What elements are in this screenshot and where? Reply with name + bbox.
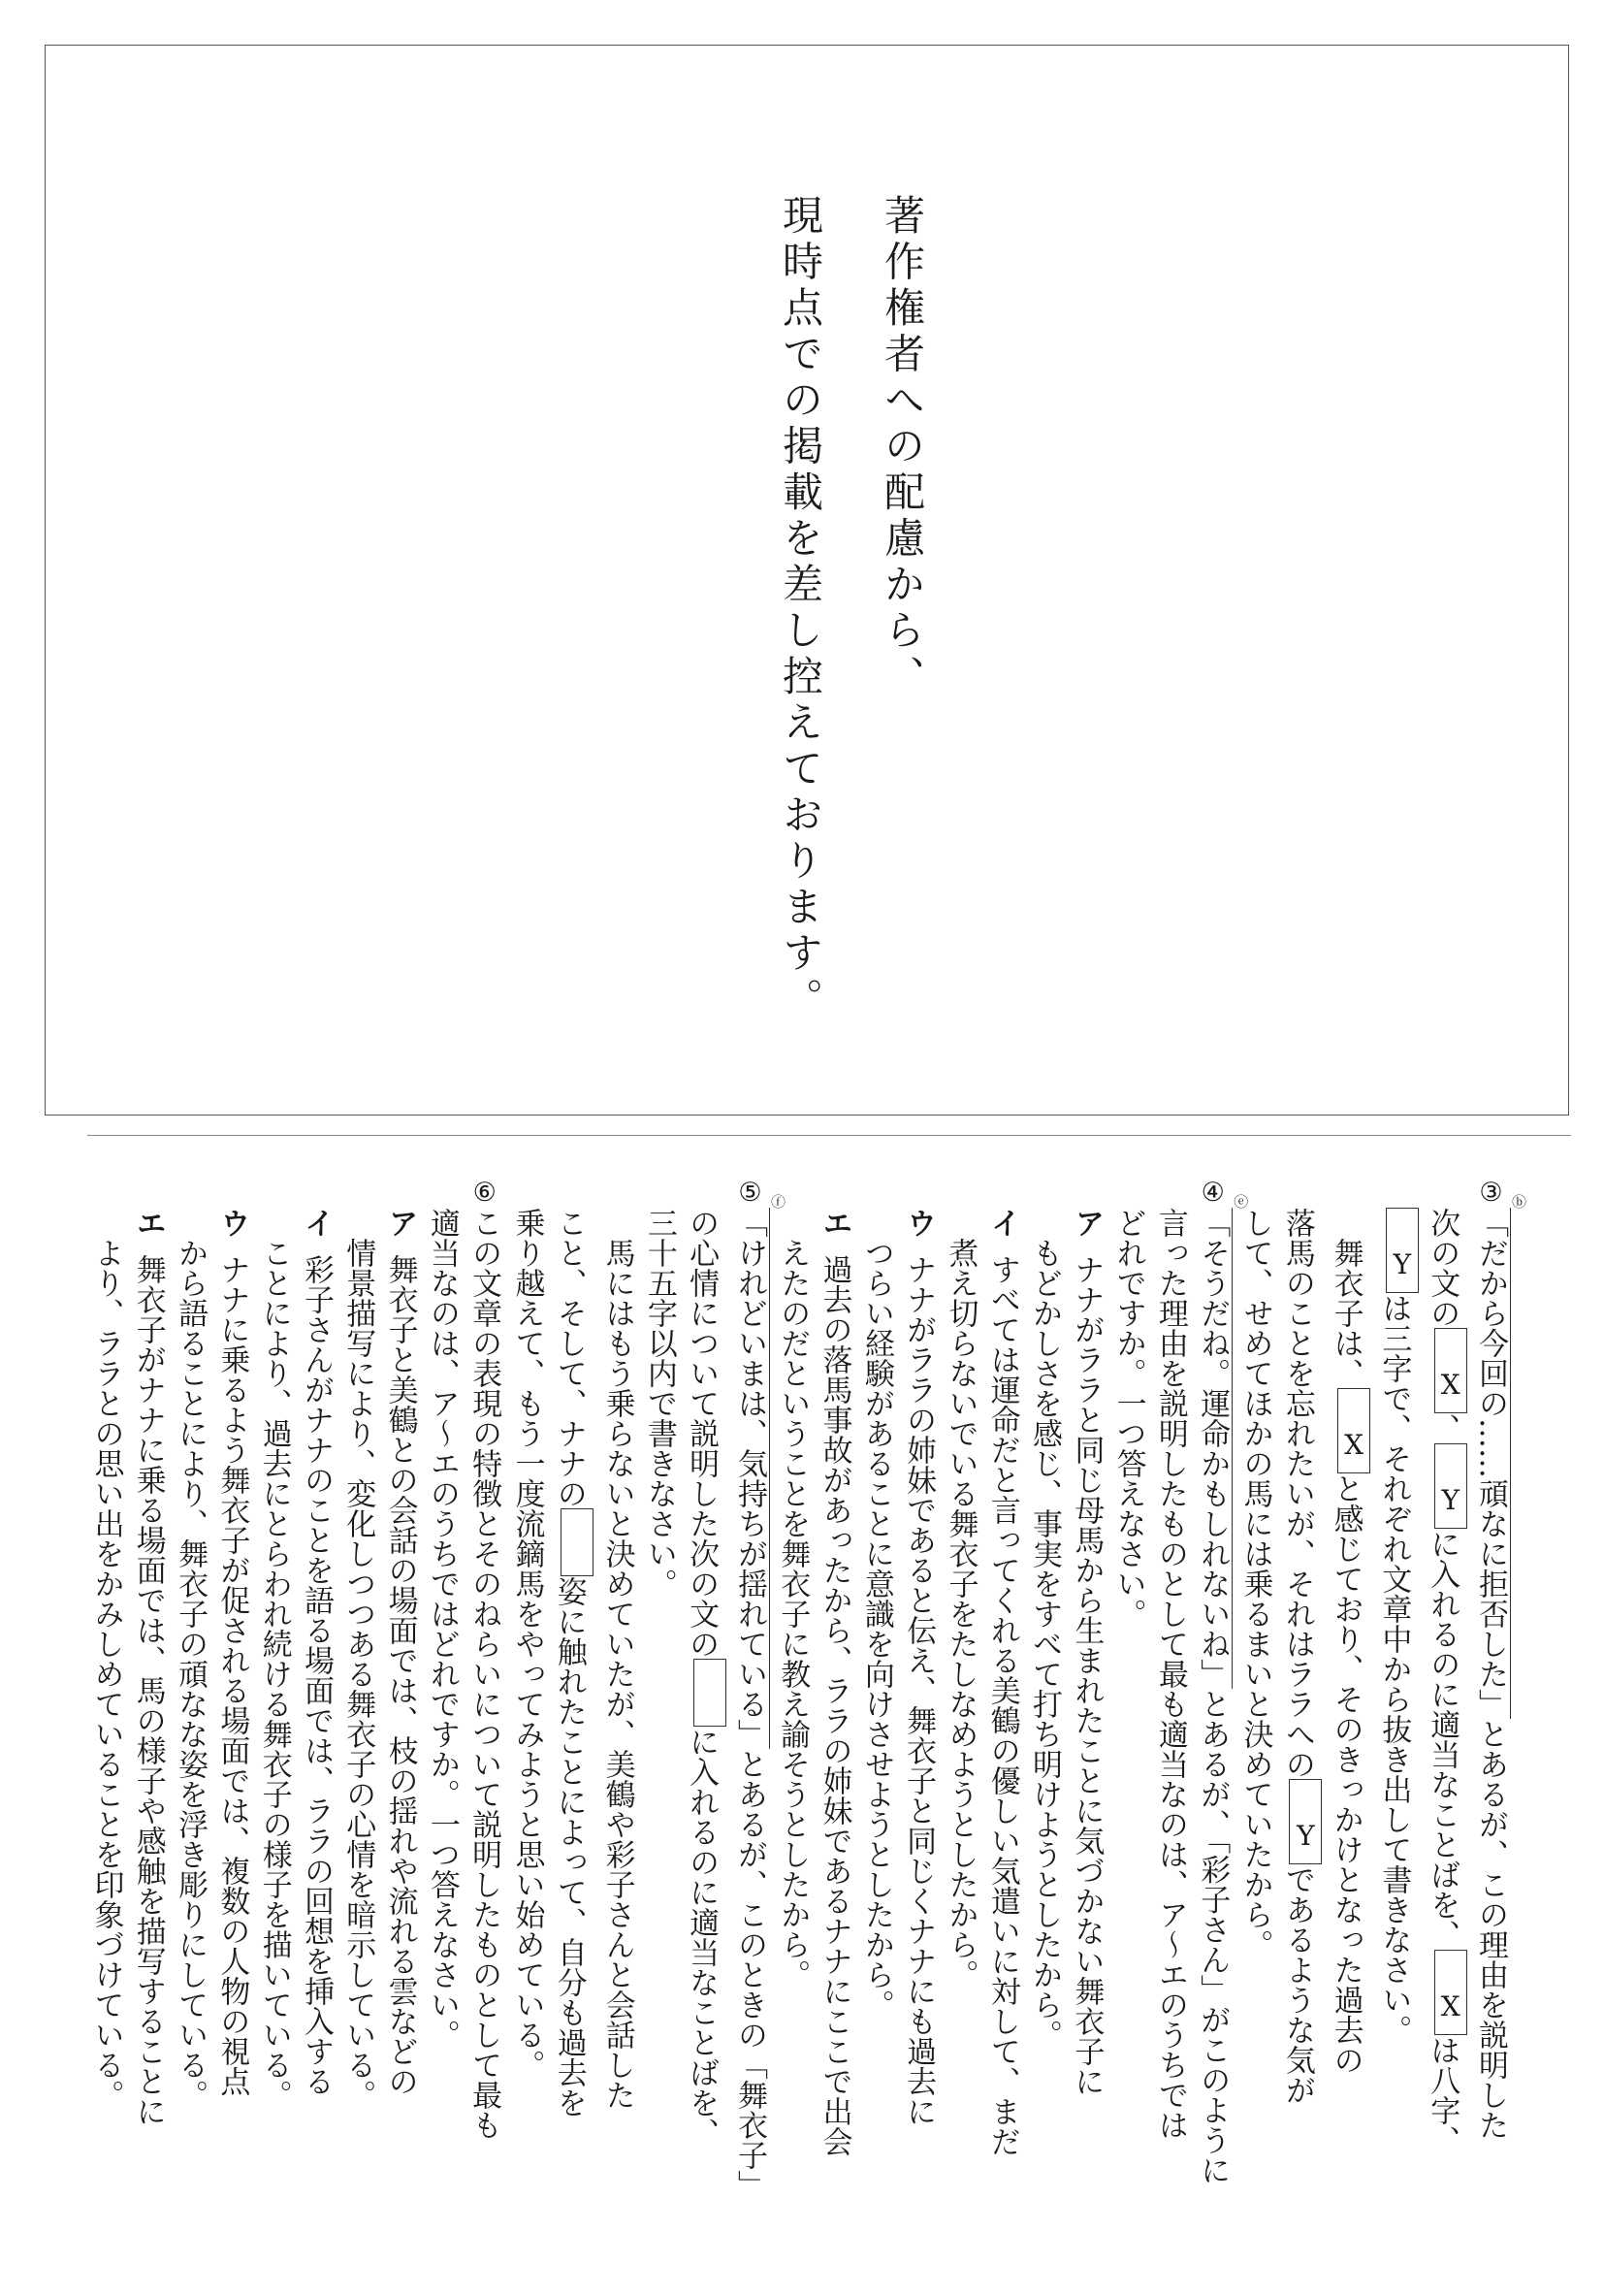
question-number: ④ [1198, 1178, 1229, 1208]
question-3-line [1469, 1178, 1527, 2178]
choice-label: ウ [901, 1208, 937, 1238]
question-5-line [505, 1208, 547, 2178]
question-3-line [1234, 1208, 1275, 2178]
answer-blank-box [693, 1659, 726, 1727]
copyright-notice-line-1: 著作権者への配慮から、 [879, 194, 926, 701]
quote-marker: ⓑ [1510, 1194, 1527, 1209]
text-segment: の心情について説明した次の文の [684, 1208, 720, 1659]
text-segment: つらい経験があることに意識を向けさせようとしたから。 [858, 1238, 894, 2020]
box-label: Y [1441, 1483, 1460, 1516]
question-6-line [127, 1208, 169, 2178]
text-segment: 姿に触れたことによって、自分も過去を [551, 1576, 587, 2118]
box-label: X [1440, 1368, 1460, 1401]
text-segment: 煮え切らないでいる舞衣子をたしなめようとしたから。 [943, 1238, 978, 1989]
text-segment: から語ることにより、舞衣子の頑なな姿を浮き彫りにしている。 [173, 1238, 209, 2110]
answer-box-y [1434, 1443, 1467, 1529]
question-6-line [252, 1208, 294, 2178]
text-segment: ナナがララの姉妹であると伝え、舞衣子と同じくナナにも過去に [901, 1254, 937, 2127]
quote-marker: ⓔ [1232, 1194, 1250, 1209]
choice-label: ア [1069, 1208, 1105, 1238]
underlined-quote: 「だから今回の……頑なに拒否した」 ⓑ [1473, 1194, 1527, 1719]
text-segment: ナナがララと同じ母馬から生まれたことに気づかない舞衣子に [1069, 1254, 1105, 2097]
question-4-line [1023, 1208, 1065, 2178]
question-5-line [638, 1208, 680, 2178]
text-segment: もどかしさを感じ、事実をすべて打ち明けようとしたから。 [1027, 1238, 1063, 2050]
question-5-line [595, 1208, 637, 2178]
question-6-line [337, 1208, 378, 2178]
question-number: ⑥ [469, 1178, 500, 1208]
text-segment: 、 [1425, 1413, 1460, 1443]
underlined-quote: 「そうだね。運命かもしれないね」 ⓔ [1195, 1194, 1250, 1689]
question-4-line [771, 1208, 813, 2178]
choice-label: ア [382, 1208, 418, 1238]
answer-box-x [1337, 1388, 1370, 1473]
text-segment: 言った理由を説明したものとして最も適当なのは、ア〜エのうちでは [1152, 1208, 1188, 2140]
question-4-line [1107, 1208, 1148, 2178]
question-6-line [84, 1208, 126, 2178]
question-4-line [1149, 1208, 1191, 2178]
question-4-line [813, 1208, 854, 2178]
question-3-line [1372, 1208, 1421, 2178]
text-segment: 落馬のことを忘れたいが、それはララへの [1279, 1208, 1315, 1779]
text-segment: ことにより、過去にとらわれ続ける舞衣子の様子を描いている。 [256, 1238, 292, 2110]
text-segment: 舞衣子は、 [1328, 1238, 1363, 1388]
text-segment: どれですか。一つ答えなさい。 [1110, 1208, 1146, 1629]
question-number: ③ [1476, 1178, 1506, 1208]
answer-blank-box [561, 1508, 593, 1576]
text-segment: 舞衣子がナナに乗る場面では、馬の様子や感触を描写することに [130, 1254, 166, 2127]
text-segment: は三字で、それぞれ文章中から抜き出して書きなさい。 [1376, 1293, 1412, 2045]
text-segment: であるような気が [1279, 1864, 1315, 2105]
question-4-line [1065, 1208, 1107, 2178]
text-segment: 乗り越えて、もう一度流鏑馬をやってみようと思い始めている。 [509, 1208, 545, 2080]
text-segment: に入れるのに適当なことばを、 [1425, 1529, 1460, 1950]
text-segment: こと、そして、ナナの [551, 1208, 587, 1508]
question-6-line [463, 1178, 505, 2178]
box-label: Y [1393, 1247, 1412, 1280]
text-segment: すべては運命だと言ってくれる美鶴の優しい気遣いに対して、まだ [984, 1254, 1020, 2157]
choice-label: エ [130, 1208, 166, 1238]
copyright-notice-line-2: 現時点での掲載を差し控えております。 [777, 194, 824, 1023]
question-4-line [897, 1208, 939, 2178]
question-number: ⑤ [734, 1178, 765, 1208]
text-segment: は八字、 [1425, 2035, 1460, 2155]
answer-box-x [1434, 1950, 1467, 2035]
choice-label: イ [298, 1208, 334, 1238]
text-segment: と感じており、そのきっかけとなった過去の [1328, 1473, 1363, 2075]
question-5-line [680, 1208, 728, 2178]
text-segment: えたのだということを舞衣子に教え諭そうとしたから。 [775, 1238, 811, 1989]
box-label: X [1344, 1428, 1364, 1461]
answer-box-y [1289, 1779, 1322, 1864]
text-segment: とあるが、「彩子さん」がこのように [1195, 1689, 1231, 2185]
text-segment: とあるが、このときの「舞衣子」 [731, 1749, 767, 2200]
text-segment: この文章の表現の特徴とそのねらいについて説明したものとして最も [466, 1208, 502, 2140]
text-segment: 次の文の [1425, 1208, 1460, 1328]
question-4-line [939, 1208, 980, 2178]
text-segment: とあるが、この理由を説明した [1473, 1719, 1508, 2140]
text-segment: 三十五字以内で書きなさい。 [641, 1208, 677, 1599]
question-6-line [295, 1208, 337, 2178]
quote-marker: ⓕ [768, 1194, 786, 1209]
question-4-line [1191, 1178, 1250, 2185]
question-5-line [547, 1208, 595, 2178]
text-segment: して、せめてほかの馬には乗るまいと決めていたから。 [1237, 1208, 1273, 1959]
question-6-line [421, 1208, 463, 2178]
questions-area [84, 1178, 1527, 2200]
question-4-line [855, 1208, 897, 2178]
box-label: Y [1297, 1819, 1315, 1852]
text-segment: 馬にはもう乗らないと決めていたが、美鶴や彩子さんと会話した [599, 1238, 635, 2110]
question-6-line [378, 1208, 420, 2178]
text-segment: 適当なのは、ア〜エのうちではどれですか。一つ答えなさい。 [424, 1208, 460, 2050]
question-6-line [169, 1208, 210, 2178]
choice-label: エ [817, 1208, 852, 1238]
text-segment: 彩子さんがナナのことを語る場面では、ララの回想を挿入する [298, 1254, 334, 2097]
section-divider [87, 1135, 1571, 1136]
text-segment: ナナに乗るよう舞衣子が促される場面では、複数の人物の視点 [214, 1254, 250, 2097]
question-3-line [1421, 1208, 1469, 2178]
choice-label: イ [984, 1208, 1020, 1238]
question-3-line [1324, 1208, 1372, 2178]
text-segment: 過去の落馬事故があったから、ララの姉妹であるナナにここで出会 [817, 1254, 852, 2157]
text-segment: に入れるのに適当なことばを、 [684, 1727, 720, 2148]
question-5-line [728, 1178, 786, 2200]
text-segment: 情景描写により、変化しつつある舞衣子の心情を暗示している。 [340, 1238, 376, 2110]
choice-label: ウ [214, 1208, 250, 1238]
question-4-line [980, 1208, 1022, 2178]
answer-box-y [1386, 1208, 1419, 1293]
box-label: X [1440, 1989, 1460, 2022]
question-3-line [1276, 1208, 1325, 2178]
answer-box-x [1434, 1328, 1467, 1413]
question-6-line [210, 1208, 252, 2178]
underlined-quote: 「けれどいまは、気持ちが揺れている」 ⓕ [731, 1194, 786, 1749]
text-segment: より、ララとの思い出をかみしめていることを印象づけている。 [88, 1238, 124, 2110]
text-segment: 舞衣子と美鶴との会話の場面では、枝の揺れや流れる雲などの [382, 1254, 418, 2097]
